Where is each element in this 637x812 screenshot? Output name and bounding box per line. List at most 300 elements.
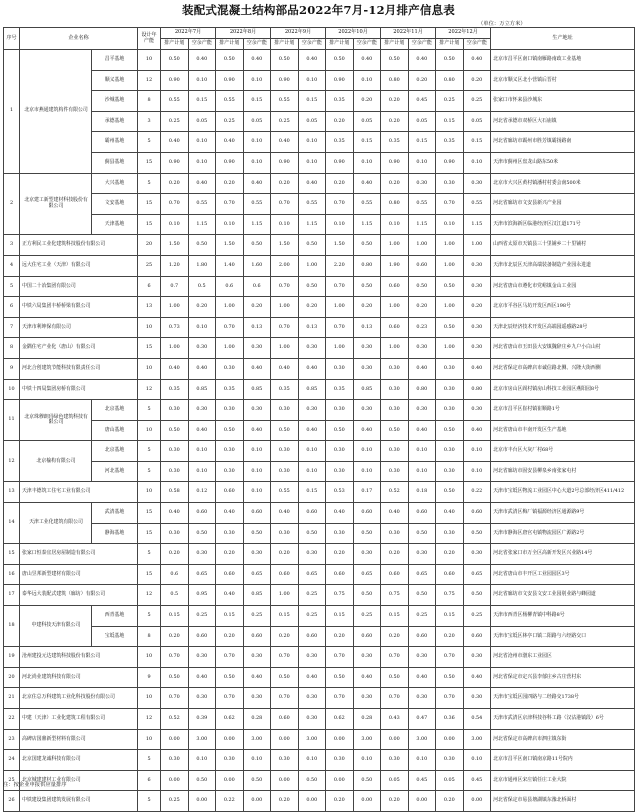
plan-cell: 0.80 (381, 194, 409, 215)
idle-cell: 0.15 (463, 132, 491, 153)
plan-cell: 0.75 (326, 585, 354, 606)
idle-cell: 1.15 (243, 214, 271, 235)
idle-cell: 0.13 (298, 317, 326, 338)
idle-cell: 0.15 (408, 132, 436, 153)
idle-cell: 0.15 (298, 482, 326, 503)
idle-cell: 0.60 (353, 503, 381, 524)
header-idle: 空余产能 (408, 39, 436, 50)
plan-cell: 0.70 (326, 276, 354, 297)
plan-cell: 0.00 (161, 770, 189, 791)
seq-cell: 17 (4, 585, 20, 606)
idle-cell: 0.30 (353, 358, 381, 379)
document-title: 装配式混凝土结构部品2022年7月-12月排产信息表 (182, 3, 455, 17)
capacity-cell: 3 (138, 111, 161, 132)
idle-cell: 0.20 (353, 297, 381, 318)
plan-cell: 0.30 (216, 441, 244, 462)
idle-cell: 0.10 (188, 132, 216, 153)
idle-cell: 0.55 (353, 194, 381, 215)
idle-cell: 0.50 (298, 276, 326, 297)
plan-cell: 0.70 (436, 194, 464, 215)
idle-cell: 0.40 (188, 50, 216, 71)
idle-cell: 0.18 (408, 482, 436, 503)
idle-cell: 0.15 (188, 91, 216, 112)
base-name: 文安基地 (92, 194, 138, 215)
idle-cell: 0.10 (463, 152, 491, 173)
seq-cell: 23 (4, 729, 20, 750)
plan-cell: 0.20 (161, 544, 189, 565)
idle-cell: 0.12 (188, 482, 216, 503)
idle-cell: 0.45 (408, 91, 436, 112)
plan-cell: 1.00 (436, 255, 464, 276)
plan-cell: 0.30 (381, 750, 409, 771)
plan-cell: 0.70 (161, 647, 189, 668)
table-row (4, 379, 635, 400)
idle-cell: 0.10 (188, 317, 216, 338)
address-cell: 天津市武清区京津科技谷科工路（汉沽港镇段）6号 (491, 709, 635, 730)
idle-cell: 0.85 (243, 379, 271, 400)
idle-cell: 0.30 (353, 338, 381, 359)
capacity-cell: 15 (138, 152, 161, 173)
header-seq: 序号 (4, 28, 20, 50)
table-row (4, 606, 635, 627)
table-row (4, 667, 635, 688)
base-name: 河北基地 (92, 461, 138, 482)
idle-cell: 0.30 (463, 317, 491, 338)
plan-cell: 1.00 (271, 297, 299, 318)
capacity-cell: 5 (138, 173, 161, 194)
plan-cell: 0.90 (436, 152, 464, 173)
capacity-cell: 10 (138, 729, 161, 750)
idle-cell: 0.30 (188, 688, 216, 709)
plan-cell: 0.30 (381, 441, 409, 462)
idle-cell: 0.05 (298, 111, 326, 132)
enterprise-name: 北京住总万科建筑工业化科技股份有限公司 (20, 688, 138, 709)
idle-cell: 0.55 (188, 194, 216, 215)
plan-cell: 1.00 (161, 297, 189, 318)
plan-cell: 0.15 (326, 606, 354, 627)
plan-cell: 0.20 (216, 626, 244, 647)
seq-cell: 26 (4, 791, 20, 812)
plan-cell: 0.30 (326, 750, 354, 771)
table-row (4, 482, 635, 503)
plan-cell: 0.90 (271, 70, 299, 91)
seq-cell: 3 (4, 235, 20, 256)
idle-cell: 0.10 (243, 132, 271, 153)
plan-cell: 0.40 (271, 358, 299, 379)
idle-cell: 0.20 (298, 297, 326, 318)
plan-cell: 1.00 (436, 297, 464, 318)
idle-cell: 1.15 (298, 214, 326, 235)
table-row (4, 132, 635, 153)
table-row (4, 173, 635, 194)
base-name: 沙城基地 (92, 91, 138, 112)
header-plan: 排产计划 (216, 39, 244, 50)
plan-cell: 0.20 (326, 111, 354, 132)
address-cell: 河北省沧州市渤东工业园区 (491, 647, 635, 668)
plan-cell: 0.50 (161, 420, 189, 441)
idle-cell: 0.10 (188, 70, 216, 91)
plan-cell: 1.00 (271, 338, 299, 359)
plan-cell: 0.30 (436, 379, 464, 400)
address-cell: 天津市静海区唐官屯镇物流园区广源路2号 (491, 523, 635, 544)
header-plan: 排产计划 (271, 39, 299, 50)
unit-note: （单位：万立方米） (478, 21, 526, 27)
base-name: 霸州基地 (92, 132, 138, 153)
header-month: 2022年11月 (381, 28, 436, 39)
base-name: 蓟县基地 (92, 152, 138, 173)
idle-cell: 0.40 (463, 358, 491, 379)
plan-cell: 0.20 (436, 626, 464, 647)
plan-cell: 0.30 (161, 523, 189, 544)
idle-cell: 0.40 (243, 173, 271, 194)
plan-cell: 0.50 (436, 276, 464, 297)
idle-cell: 0.50 (408, 523, 436, 544)
plan-cell: 0.25 (161, 111, 189, 132)
idle-cell: 0.40 (353, 173, 381, 194)
capacity-cell: 15 (138, 523, 161, 544)
plan-cell: 0.5 (161, 585, 189, 606)
idle-cell: 0.30 (243, 544, 271, 565)
address-cell: 天津市蓟州区盘龙山路东50米 (491, 152, 635, 173)
seq-cell: 10 (4, 379, 20, 400)
plan-cell: 0.05 (381, 770, 409, 791)
capacity-cell: 15 (138, 214, 161, 235)
plan-cell: 0.30 (271, 400, 299, 421)
plan-cell: 0.30 (436, 441, 464, 462)
plan-cell: 0.90 (161, 152, 189, 173)
idle-cell: 0.10 (243, 482, 271, 503)
plan-cell: 0.40 (216, 503, 244, 524)
plan-cell: 1.00 (216, 297, 244, 318)
plan-cell: 0.90 (326, 70, 354, 91)
idle-cell: 0.10 (408, 441, 436, 462)
plan-cell: 0.20 (216, 173, 244, 194)
idle-cell: 0.50 (243, 770, 271, 791)
address-cell: 天津北辰经济技术开发区高端园遥感路28号 (491, 317, 635, 338)
idle-cell: 0.10 (298, 750, 326, 771)
plan-cell: 0.50 (436, 420, 464, 441)
capacity-cell: 5 (138, 791, 161, 812)
capacity-cell: 10 (138, 647, 161, 668)
plan-cell: 0.62 (326, 709, 354, 730)
address-cell: 北京市丰台区大灰厂村68号 (491, 441, 635, 462)
plan-cell: 0.30 (161, 461, 189, 482)
idle-cell: 0.10 (243, 750, 271, 771)
table-row (4, 647, 635, 668)
idle-cell: 0.05 (408, 111, 436, 132)
idle-cell: 0.10 (243, 441, 271, 462)
seq-cell: 20 (4, 667, 20, 688)
idle-cell: 0.50 (353, 235, 381, 256)
plan-cell: 0.50 (161, 667, 189, 688)
header-idle: 空余产能 (298, 39, 326, 50)
plan-cell: 1.00 (436, 338, 464, 359)
plan-cell: 0.20 (381, 111, 409, 132)
base-name: 北京基地 (92, 441, 138, 462)
plan-cell: 0.00 (271, 770, 299, 791)
plan-cell: 0.70 (161, 688, 189, 709)
plan-cell: 0.60 (381, 317, 409, 338)
table-row (4, 276, 635, 297)
enterprise-name: 沧州建投元达建筑科技股份有限公司 (20, 647, 138, 668)
idle-cell: 1.15 (463, 214, 491, 235)
plan-cell: 0.60 (381, 276, 409, 297)
idle-cell: 0.00 (353, 791, 381, 812)
idle-cell: 0.30 (408, 173, 436, 194)
capacity-cell: 5 (138, 400, 161, 421)
idle-cell: 0.22 (463, 482, 491, 503)
plan-cell: 0.60 (271, 564, 299, 585)
plan-cell: 0.90 (216, 70, 244, 91)
idle-cell: 0.40 (243, 667, 271, 688)
idle-cell: 0.60 (243, 503, 271, 524)
header-month: 2022年7月 (161, 28, 216, 39)
idle-cell: 0.85 (353, 379, 381, 400)
idle-cell: 1.80 (188, 255, 216, 276)
enterprise-name: 金隅住宅产业化（唐山）有限公司 (20, 338, 138, 359)
enterprise-name: 天津丰德筑工住宅工业有限公司 (20, 482, 138, 503)
idle-cell: 0.30 (298, 338, 326, 359)
idle-cell: 3.00 (243, 729, 271, 750)
enterprise-name: 北京珠穆朗玛绿色建筑科技有限公司 (20, 400, 92, 441)
table-row (4, 255, 635, 276)
idle-cell: 0.10 (188, 750, 216, 771)
idle-cell: 0.50 (243, 235, 271, 256)
idle-cell: 1.15 (353, 214, 381, 235)
plan-cell: 0.30 (271, 523, 299, 544)
enterprise-name: 北京城建建材工业有限公司 (20, 770, 138, 791)
footnote: 注：按企业申报供应量排序 (3, 782, 67, 788)
plan-cell: 0.25 (271, 111, 299, 132)
idle-cell: 0.00 (298, 791, 326, 812)
plan-cell: 1.40 (216, 255, 244, 276)
idle-cell: 0.40 (188, 420, 216, 441)
plan-cell: 0.00 (326, 770, 354, 791)
header-address: 生产地址 (491, 28, 635, 50)
idle-cell: 0.50 (298, 235, 326, 256)
plan-cell: 0.30 (436, 173, 464, 194)
address-cell: 河北省廊坊市文安县新兴产业园 (491, 194, 635, 215)
plan-cell: 0.00 (271, 729, 299, 750)
table-row (4, 564, 635, 585)
table-header (4, 28, 635, 50)
plan-cell: 0.70 (381, 688, 409, 709)
idle-cell: 1.00 (463, 235, 491, 256)
plan-cell: 0.40 (271, 503, 299, 524)
idle-cell: 1.15 (408, 214, 436, 235)
idle-cell: 0.30 (463, 647, 491, 668)
plan-cell: 1.00 (271, 585, 299, 606)
address-cell: 北京市通州区宋庄镇任庄工业大院 (491, 770, 635, 791)
idle-cell: 0.40 (243, 420, 271, 441)
plan-cell: 1.00 (161, 338, 189, 359)
idle-cell: 0.23 (408, 317, 436, 338)
plan-cell: 0.30 (381, 400, 409, 421)
plan-cell: 0.75 (436, 585, 464, 606)
seq-cell: 9 (4, 358, 20, 379)
plan-cell: 0.90 (381, 152, 409, 173)
idle-cell: 0.28 (243, 709, 271, 730)
idle-cell: 0.30 (298, 544, 326, 565)
plan-cell: 0.70 (216, 647, 244, 668)
plan-cell: 0.40 (381, 503, 409, 524)
capacity-cell: 5 (138, 461, 161, 482)
address-cell: 天津市宝坻区物流工业园区中心大道2号总部经济区411/412 (491, 482, 635, 503)
plan-cell: 0.35 (216, 379, 244, 400)
idle-cell: 0.50 (188, 235, 216, 256)
idle-cell: 0.00 (463, 791, 491, 812)
idle-cell: 0.10 (353, 70, 381, 91)
idle-cell: 0.50 (298, 523, 326, 544)
plan-cell: 0.30 (271, 750, 299, 771)
idle-cell: 0.40 (298, 358, 326, 379)
capacity-cell: 10 (138, 358, 161, 379)
address-cell: 天津市西青区杨柳青镇中科路8号 (491, 606, 635, 627)
plan-cell: 0.70 (436, 688, 464, 709)
plan-cell: 0.50 (216, 420, 244, 441)
idle-cell: 0.25 (298, 585, 326, 606)
header-month: 2022年8月 (216, 28, 271, 39)
plan-cell: 0.52 (161, 709, 189, 730)
address-cell: 河北省张家口市万全区高新开发区兴业路14号 (491, 544, 635, 565)
idle-cell: 0.5 (188, 276, 216, 297)
idle-cell: 0.20 (353, 91, 381, 112)
plan-cell: 0.40 (161, 358, 189, 379)
plan-cell: 0.7 (161, 276, 189, 297)
idle-cell: 3.00 (188, 729, 216, 750)
plan-cell: 0.60 (436, 564, 464, 585)
plan-cell: 0.43 (381, 709, 409, 730)
idle-cell: 0.60 (188, 626, 216, 647)
table-row (4, 750, 635, 771)
plan-cell: 1.50 (161, 235, 189, 256)
address-cell: 北京市房山区阎村镇房山科技工业园区燕阳园8号 (491, 379, 635, 400)
seq-cell: 11 (4, 400, 20, 441)
enterprise-name: 北京建工新型建材科技股份有限公司 (20, 173, 92, 235)
idle-cell: 0.65 (408, 564, 436, 585)
address-cell: 河北省保定市高碑店市泗庄镇东街 (491, 729, 635, 750)
idle-cell: 0.25 (188, 606, 216, 627)
base-name: 西青基地 (92, 606, 138, 627)
capacity-cell: 10 (138, 482, 161, 503)
capacity-cell: 5 (138, 544, 161, 565)
enterprise-name: 高碑店国鼎新型材料有限公司 (20, 729, 138, 750)
idle-cell: 0.54 (463, 709, 491, 730)
idle-cell: 0.25 (353, 606, 381, 627)
idle-cell: 0.17 (353, 482, 381, 503)
table-row (4, 152, 635, 173)
plan-cell: 0.20 (271, 544, 299, 565)
plan-cell: 0.70 (436, 647, 464, 668)
idle-cell: 0.80 (408, 379, 436, 400)
idle-cell: 0.40 (408, 358, 436, 379)
table-row (4, 770, 635, 791)
capacity-cell: 15 (138, 503, 161, 524)
idle-cell: 0.40 (298, 667, 326, 688)
idle-cell: 0.30 (243, 688, 271, 709)
seq-cell: 19 (4, 647, 20, 668)
plan-cell: 0.40 (436, 503, 464, 524)
plan-cell: 0.52 (381, 482, 409, 503)
plan-cell: 0.10 (216, 214, 244, 235)
enterprise-name: 天津市利坤保有限公司 (20, 317, 138, 338)
address-cell: 河北省保定市高碑店市诚信路北侧、兴隆大街西侧 (491, 358, 635, 379)
plan-cell: 0.55 (271, 91, 299, 112)
table-row (4, 791, 635, 812)
plan-cell: 2.00 (271, 255, 299, 276)
table-row (4, 420, 635, 441)
capacity-cell: 6 (138, 276, 161, 297)
plan-cell: 0.15 (381, 606, 409, 627)
idle-cell: 0.15 (298, 91, 326, 112)
table-row (4, 50, 635, 71)
plan-cell: 0.00 (216, 770, 244, 791)
plan-cell: 1.00 (216, 338, 244, 359)
plan-cell: 0.50 (326, 420, 354, 441)
plan-cell: 0.22 (216, 791, 244, 812)
capacity-cell: 5 (138, 750, 161, 771)
table-row (4, 688, 635, 709)
plan-cell: 0.6 (161, 564, 189, 585)
plan-cell: 0.20 (381, 544, 409, 565)
address-cell: 天津市宝坻区林亭口镇二阳路与六经路交口 (491, 626, 635, 647)
plan-cell: 0.00 (326, 729, 354, 750)
idle-cell: 0.47 (408, 709, 436, 730)
idle-cell: 0.30 (298, 647, 326, 668)
idle-cell: 0.80 (353, 255, 381, 276)
plan-cell: 0.90 (216, 152, 244, 173)
capacity-cell: 9 (138, 667, 161, 688)
plan-cell: 0.30 (436, 358, 464, 379)
table-row (4, 358, 635, 379)
plan-cell: 0.70 (216, 194, 244, 215)
idle-cell: 0.20 (408, 297, 436, 318)
table-row (4, 91, 635, 112)
seq-cell: 15 (4, 544, 20, 565)
address-cell: 天津市北辰区天津高端装备制造产业园永进道 (491, 255, 635, 276)
idle-cell: 0.50 (353, 585, 381, 606)
plan-cell: 0.50 (381, 50, 409, 71)
plan-cell: 0.50 (216, 667, 244, 688)
idle-cell: 0.30 (408, 688, 436, 709)
plan-cell: 0.30 (161, 750, 189, 771)
idle-cell: 1.00 (408, 235, 436, 256)
idle-cell: 0.60 (408, 503, 436, 524)
idle-cell: 0.25 (463, 606, 491, 627)
idle-cell: 0.50 (408, 276, 436, 297)
plan-cell: 0.60 (216, 564, 244, 585)
idle-cell: 0.30 (188, 400, 216, 421)
idle-cell: 0.40 (298, 420, 326, 441)
address-cell: 河北省廊坊市文安县文安工业园别业路与蜂园道 (491, 585, 635, 606)
table-row (4, 503, 635, 524)
idle-cell: 0.30 (463, 255, 491, 276)
idle-cell: 0.65 (243, 564, 271, 585)
plan-cell: 0.40 (326, 503, 354, 524)
idle-cell: 0.30 (188, 544, 216, 565)
enterprise-name: 北京市燕通建筑构件有限公司 (20, 50, 92, 174)
idle-cell: 0.10 (298, 461, 326, 482)
address-cell: 河北省廊坊市霸州市胜芳镇霸扬路南 (491, 132, 635, 153)
plan-cell: 0.20 (216, 544, 244, 565)
base-name: 唐山基地 (92, 420, 138, 441)
idle-cell: 0.6 (243, 276, 271, 297)
base-name: 天津基地 (92, 214, 138, 235)
capacity-cell: 12 (138, 585, 161, 606)
table-row (4, 338, 635, 359)
plan-cell: 0.30 (326, 461, 354, 482)
plan-cell: 0.75 (381, 585, 409, 606)
